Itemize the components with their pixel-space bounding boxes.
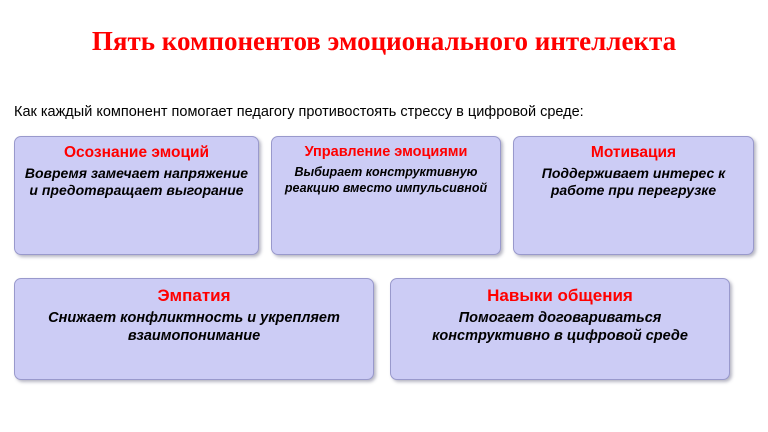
- components-row-2: [14, 278, 730, 380]
- component-card-awareness: [14, 136, 259, 255]
- card-body: Вовремя замечает напряжение и предотвращает выгорание: [24, 165, 249, 198]
- subtitle-text: Как каждый компонент помогает педагогу противостоять стрессу в цифровой среде:: [14, 104, 584, 120]
- card-title: Навыки общения: [487, 286, 633, 305]
- component-card-management: [271, 136, 501, 255]
- card-title: Управление эмоциями: [304, 144, 468, 160]
- card-title: Мотивация: [590, 144, 677, 161]
- component-card-motivation: [513, 136, 754, 255]
- card-body: Помогает договариваться конструктивно в цифровой среде: [432, 310, 688, 344]
- card-body: Снижает конфликтность и укрепляет взаимопонимание: [48, 310, 340, 344]
- card-body: Выбирает конструктивную реакцию вместо импульсивной: [284, 165, 488, 195]
- component-card-communication: [390, 278, 730, 380]
- card-title: Осознание эмоций: [63, 144, 210, 161]
- components-row-1: [14, 136, 754, 255]
- card-title: Эмпатия: [157, 286, 231, 305]
- page-title: Пять компонентов эмоционального интеллекта: [91, 26, 677, 56]
- component-card-empathy: [14, 278, 374, 380]
- card-body: Поддерживает интерес к работе при перегрузке: [541, 165, 726, 198]
